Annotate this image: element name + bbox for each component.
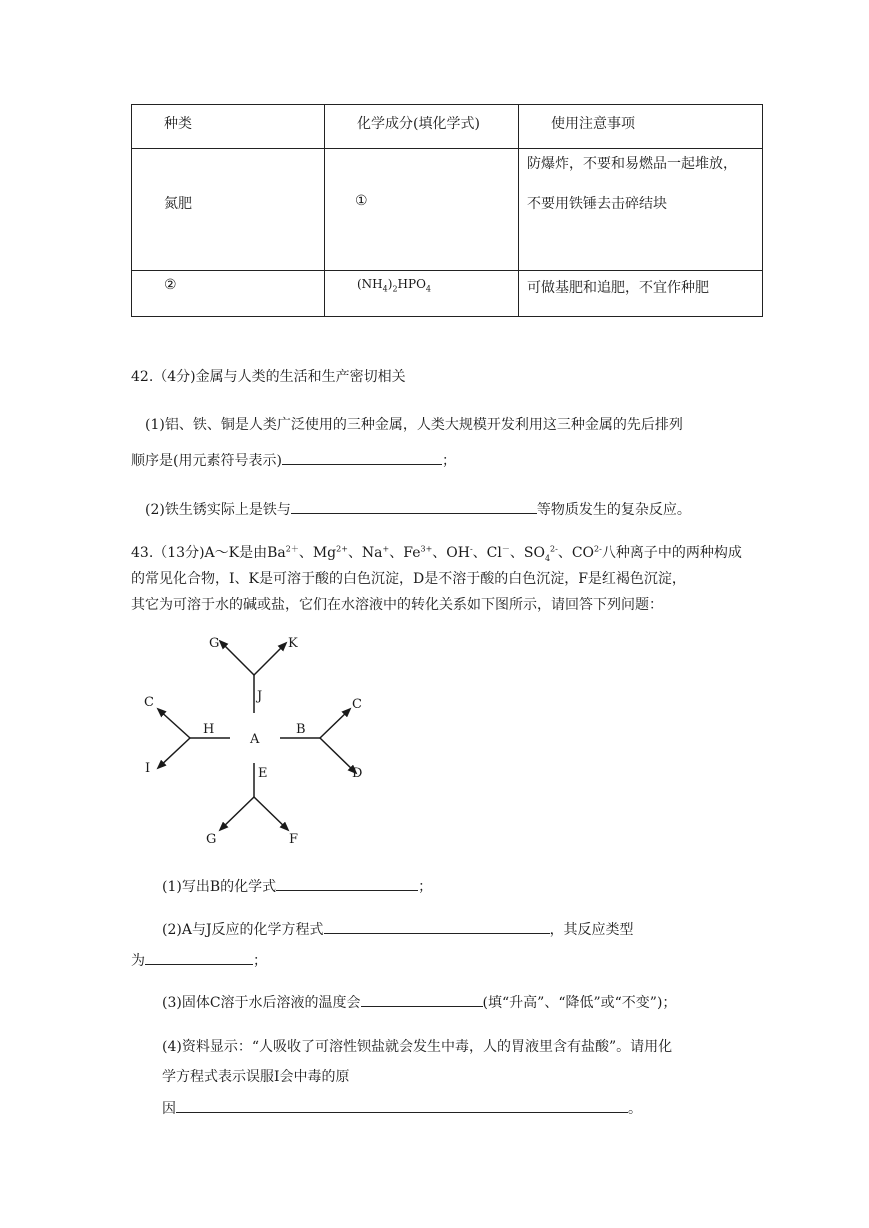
- cell-kind-nitrogen: 氮肥: [132, 149, 325, 271]
- q42-p1-line2: [131, 448, 456, 470]
- q43-s3-end: (填“升高”、“降低”或“不变”)；: [482, 995, 677, 1011]
- answer-blank-q42-1[interactable]: [282, 448, 442, 465]
- cell-notes-nitrogen: 防爆炸，不要和易燃品一起堆放， 不要用铁锤去击碎结块: [519, 149, 763, 271]
- q43-s4-line1: (4)资料显示：“人吸收了可溶性钡盐就会发生中毒，人的胃液里含有盐酸”。请用化: [162, 1039, 673, 1055]
- q43-s2-line2: [131, 948, 267, 970]
- answer-blank-q43-1[interactable]: [276, 874, 418, 891]
- label-left-reagent: H: [203, 722, 215, 737]
- left-up-arrow: [158, 709, 190, 738]
- q43-intro-line3: 其它为可溶于水的碱或盐，它们在水溶液中的转化关系如下图所示，请回答下列问题：: [131, 597, 663, 613]
- label-top-left: G: [209, 636, 220, 651]
- label-right-down: D: [352, 766, 363, 781]
- cell-component-dap: $(NH_4)_2HPO_4$: [325, 271, 519, 317]
- label-center: A: [250, 732, 260, 747]
- reaction-diagram: [120, 625, 410, 855]
- label-top-reagent: J: [257, 689, 263, 704]
- q43-s2-line2-prompt: 为: [131, 953, 145, 969]
- label-left-down: I: [145, 761, 151, 776]
- right-up-arrow: [320, 709, 350, 738]
- q42-p2-prompt: (2)铁生锈实际上是铁与: [145, 502, 291, 518]
- q42-p1-prompt: 顺序是(用元素符号表示): [131, 453, 282, 469]
- answer-blank-q42-2[interactable]: [291, 497, 537, 514]
- q42-p2: [145, 497, 691, 519]
- label-top-right: K: [288, 636, 298, 651]
- answer-blank-q43-4[interactable]: [176, 1096, 628, 1113]
- header-notes: 使用注意事项: [519, 105, 763, 149]
- q42-title: 42.（4分)金属与人类的生活和生产密切相关: [131, 369, 406, 385]
- q43-s4-end: 。: [628, 1101, 642, 1117]
- cell-component-blank-1: ①: [325, 149, 519, 271]
- q43-intro-line2: 的常见化合物，I、K是可溶于酸的白色沉淀，D是不溶于酸的白色沉淀，F是红褐色沉淀，: [131, 571, 686, 587]
- q43-s4-line3: [162, 1096, 642, 1118]
- header-component: 化学成分(填化学式): [325, 105, 519, 149]
- label-bottom-left: G: [206, 832, 217, 847]
- q43-s1: [162, 874, 432, 896]
- q43-s3: [162, 990, 676, 1012]
- answer-blank-q43-2a[interactable]: [324, 917, 550, 934]
- top-left-arrow: [220, 641, 254, 675]
- q42-p2-end: 等物质发生的复杂反应。: [536, 502, 691, 518]
- q43-s2-mid: ，其反应类型: [549, 922, 634, 938]
- label-right-reagent: B: [296, 722, 306, 737]
- answer-blank-q43-3[interactable]: [361, 990, 483, 1007]
- q43-s1-end: ；: [418, 879, 433, 895]
- label-bottom-reagent: E: [258, 766, 268, 781]
- label-bottom-right: F: [289, 832, 299, 847]
- right-down-arrow: [320, 738, 356, 773]
- fertilizer-table: [131, 104, 763, 317]
- q43-s2-prompt: (2)A与J反应的化学方程式: [162, 922, 324, 938]
- q42-p1-end: ；: [441, 453, 456, 469]
- q43-s2-line1: [162, 917, 634, 939]
- q43-s2-end: ；: [253, 953, 267, 969]
- label-right-up: C: [352, 697, 362, 712]
- left-down-arrow: [158, 738, 190, 768]
- label-left-up: C: [144, 695, 154, 710]
- cell-notes-dap: 可做基肥和追肥，不宜作种肥: [519, 271, 763, 317]
- q43-s4-prompt: 因: [162, 1101, 176, 1117]
- header-kind: 种类: [132, 105, 325, 149]
- q43-intro-line1: 43.（13分)A～K是由$Ba^{2+}$、$Mg^{2+}$、Na+、$Fe^{3+}$、OH-、Cl－、$SO_4^{2-}$、$CO^{2-}$八种离子中的两种构成: [131, 544, 742, 563]
- q42-p1-line1: (1)铝、铁、铜是人类广泛使用的三种金属，人类大规模开发利用这三种金属的先后排列: [145, 417, 683, 433]
- top-right-arrow: [254, 643, 286, 675]
- bottom-left-arrow: [220, 797, 254, 830]
- cell-kind-blank-2: ②: [132, 271, 325, 317]
- answer-blank-q43-2b[interactable]: [145, 948, 253, 965]
- q43-s3-prompt: (3)固体C溶于水后溶液的温度会: [162, 995, 361, 1011]
- bottom-right-arrow: [254, 797, 288, 830]
- q43-s4-line2: 学方程式表示误服I会中毒的原: [162, 1069, 350, 1085]
- q43-s1-prompt: (1)写出B的化学式: [162, 879, 277, 895]
